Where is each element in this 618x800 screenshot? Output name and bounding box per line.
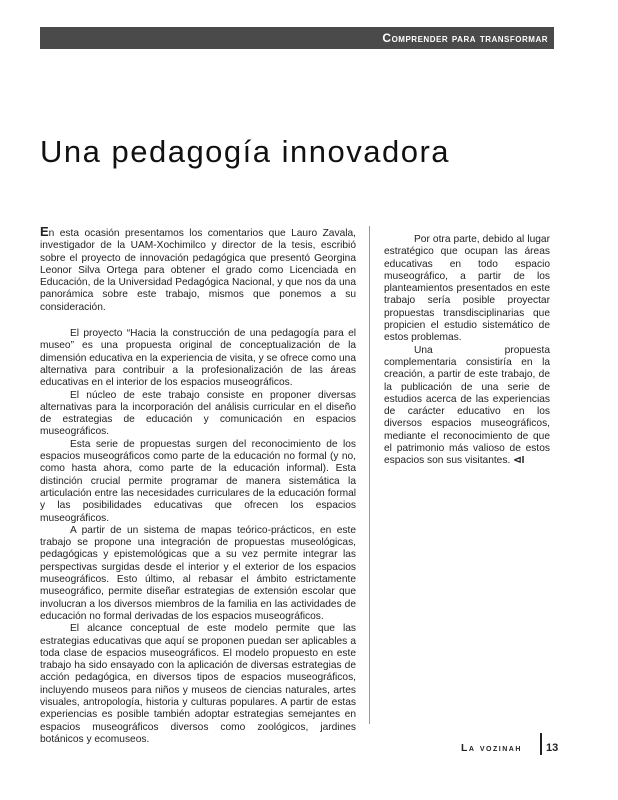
body-paragraph: A partir de un sistema de mapas teórico-prácticos, en este trabajo se propone una integración de propuestas museológicas, pedagógicas y epistemológicas que a su vez permite integrar las perspectivas surgidas desde el interior y el exterior de los espacios museográficos. Esto último, al rebasar el ámbito estrictamente museográfico, permite diseñar estrategias de extensión escolar que involucran a los diversos miembros de la familia en las actividades de educación no formal derivadas de los espacios museográficos. (40, 524, 356, 622)
end-of-article-icon: ⊲I (513, 455, 525, 467)
article-title: Una pedagogía innovadora (40, 133, 451, 169)
body-paragraph (384, 345, 550, 468)
dropcap-letter: E (40, 224, 49, 239)
magazine-name: La vozinah (461, 742, 522, 754)
closing-text: Una propuesta complementaria consistiría en la creación, a partir de este trabajo, de la publicación de una serie de estudios acerca de las experiencias de carácter educativo en los diversos espacios museográficos, mediante el reconocimiento de que el patrimonio más valioso de estos espacios son sus visitantes. (384, 344, 550, 467)
intro-text: n esta ocasión presentamos los comentarios que Lauro Zavala, investigador de la UAM-Xochimilco y director de la tesis, escribió sobre el proyecto de innovación pedagógica que presentó Georgina Leonor Silva Ortega para obtener el grado como Licenciada en Educación, de la Universidad Pedagógica Nacional, y que nos da una panorámica sobre este trabajo, mismos que ponemos a su consideración. (40, 228, 356, 313)
intro-paragraph (40, 226, 356, 314)
body-paragraph: El proyecto “Hacia la construcción de una pedagogía para el museo” es una propuesta original de conceptualización de la dimensión educativa en la experiencia de visita, y se ofrece como una alternativa para contribuir a la profesionalización de las áreas educativas en el interior de los espacios museográficos. (40, 328, 356, 389)
body-paragraph: El alcance conceptual de este modelo permite que las estrategias educativas que aquí se proponen puedan ser aplicables a toda clase de espacios museográficos. El modelo propuesto en este trabajo ha sido ensayado con la aplicación de diversas estrategias de acción pedagógica, en diversos tipos de espacios museográficos, incluyendo museos para niños y museos de ciencias naturales, artes visuales, antropología, historia y culturas populares. A partir de estas experiencias es posible también adoptar estrategias semejantes en espacios museográficos diversos como zoológicos, jardines botánicos y ecomuseos. (40, 623, 356, 745)
body-paragraph: Esta serie de propuestas surgen del reconocimiento de los espacios museográficos como parte de la educación no formal (y no, como hasta ahora, como parte de la educación informal). Esta distinción crucial permite programar de manera sistemática la articulación entre las necesidades curriculares de la educación formal y las posibilidades educativas que ofrecen los espacios museográficos. (40, 438, 356, 524)
body-paragraph: El núcleo de este trabajo consiste en proponer diversas alternativas para la incorporación del análisis curricular en el diseño de estrategias de educación y comunicación en espacios museográficos. (40, 389, 356, 438)
footer-divider (540, 733, 542, 755)
page-number: 13 (546, 742, 559, 754)
left-column (40, 226, 356, 746)
body-paragraph: Por otra parte, debido al lugar estratégico que ocupan las áreas educativas en todo espacio museográfico, a partir de los planteamientos presentados en este trabajo sería posible proyectar propuestas transdisciplinarias que propicien el estudio sistemático de estos problemas. (384, 234, 550, 344)
right-column (384, 234, 550, 468)
column-divider (369, 226, 370, 724)
section-title: Comprender para transformar (382, 31, 548, 45)
section-header-band (40, 27, 554, 49)
